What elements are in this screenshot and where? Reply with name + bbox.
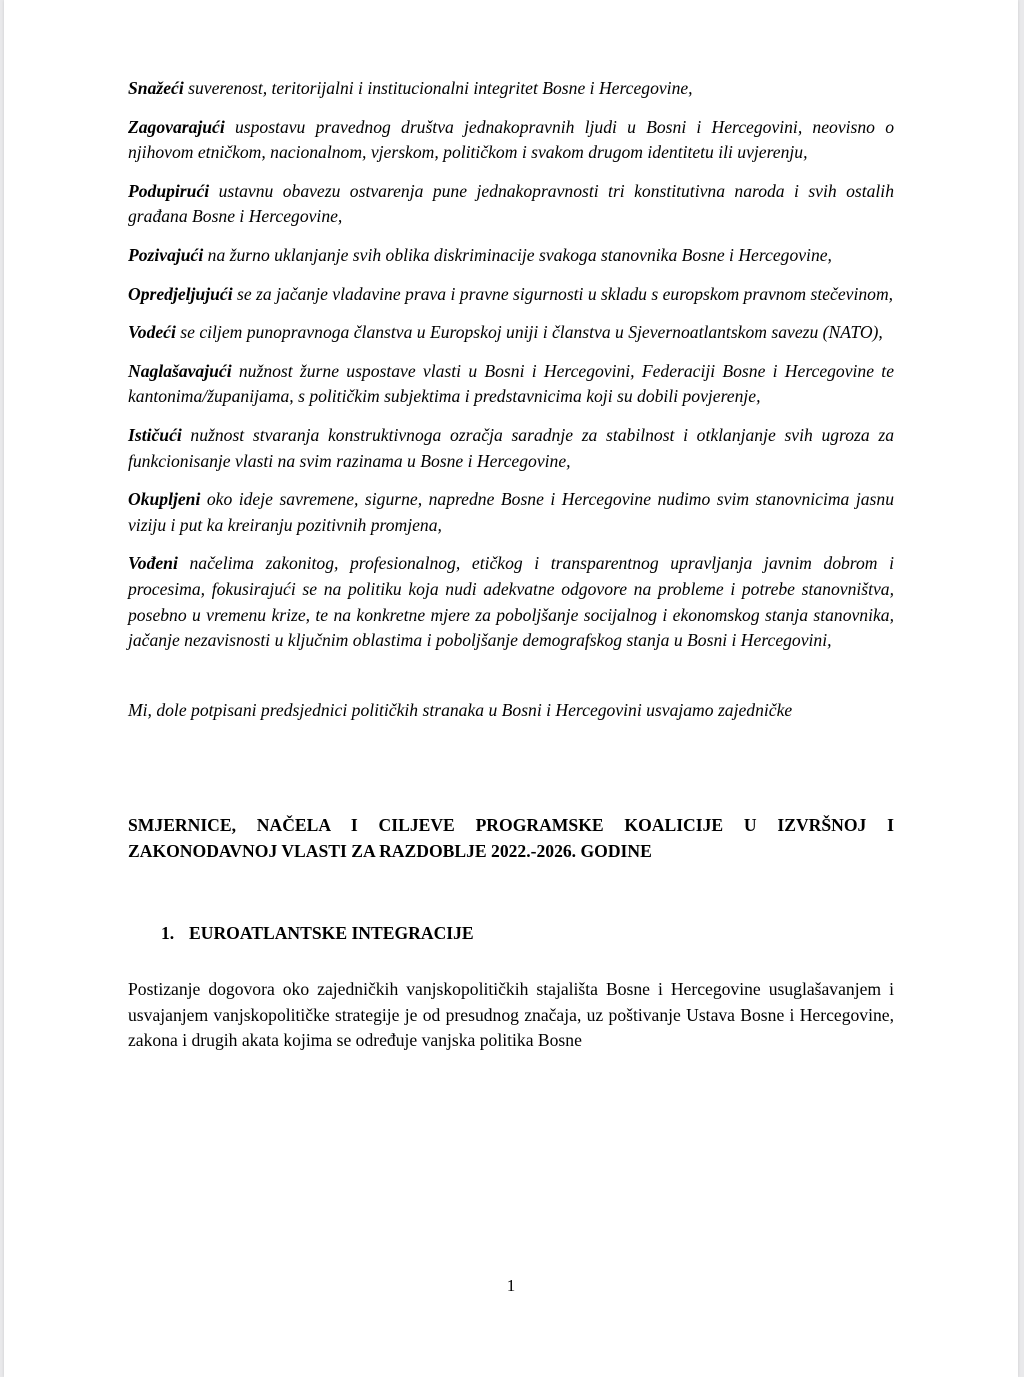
paragraph-lead: Zagovarajući bbox=[128, 116, 225, 137]
preamble-paragraph bbox=[128, 76, 894, 102]
preamble-paragraph bbox=[128, 423, 894, 474]
paragraph-text: nužnost stvaranja konstruktivnoga ozračja saradnje za stabilnost i otklanjanje svih ugroza za funkcionisanje vlasti na svim razinama u Bosne i Hercegovine, bbox=[128, 424, 894, 471]
paragraph-text: se ciljem punopravnoga članstva u Europskoj uniji i članstva u Sjevernoatlantskom savezu (NATO), bbox=[175, 322, 883, 343]
preamble-paragraph bbox=[128, 243, 894, 269]
paragraph-text: uspostavu pravednog društva jednakopravnih ljudi u Bosni i Hercegovini, neovisno o njihovom etničkom, nacionalnom, vjerskom, političkom i svakom drugom identitetu ili uvjerenju, bbox=[128, 116, 894, 163]
preamble-paragraph bbox=[128, 487, 894, 538]
declaration-text: Mi, dole potpisani predsjednici političkih stranaka u Bosni i Hercegovini usvajamo zajedničke bbox=[128, 699, 793, 720]
preamble-paragraph bbox=[128, 282, 894, 308]
paragraph-lead: Vođeni bbox=[128, 553, 178, 574]
paragraph-text: suverenost, teritorijalni i institucionalni integritet Bosne i Hercegovine, bbox=[183, 78, 693, 98]
paragraph-lead: Okupljeni bbox=[128, 489, 201, 510]
paragraph-text: načelima zakonitog, profesionalnog, etičkog i transparentnog upravljanja javnim dobrom i procesima, fokusirajući se na politiku koja nudi adekvatne odgovore na probleme i potrebe stanovništva, posebno u vremenu krize, te na konkretne mjere za poboljšanje socijalnog i ekonomskog stanja stanovnika, jačanje nezavisnosti u ključnim oblastima i poboljšanje demografskog stanja u Bosni i Hercegovini, bbox=[128, 553, 894, 651]
preamble-paragraph bbox=[128, 115, 894, 166]
section-title-text: EUROATLANTSKE INTEGRACIJE bbox=[189, 923, 474, 944]
preamble-paragraph bbox=[128, 179, 894, 230]
paragraph-lead: Ističući bbox=[128, 424, 182, 445]
section-title bbox=[161, 921, 894, 947]
section-number: 1. bbox=[161, 923, 175, 944]
paragraph-lead: Vodeći bbox=[128, 322, 176, 343]
preamble-paragraph bbox=[128, 551, 894, 653]
preamble-paragraph bbox=[128, 359, 894, 410]
document-page bbox=[4, 0, 1018, 1377]
paragraph-lead: Opredjeljujući bbox=[128, 283, 233, 304]
paragraph-text: oko ideje savremene, sigurne, napredne Bosne i Hercegovine nudimo svim stanovnicima jasnu viziju i put ka kreiranju pozitivnih promjena, bbox=[128, 489, 894, 535]
paragraph-text: ustavnu obavezu ostvarenja pune jednakopravnosti tri konstitutivna naroda i svih ostalih građana Bosne i Hercegovine, bbox=[128, 180, 894, 227]
paragraph-lead: Podupirući bbox=[128, 180, 210, 201]
paragraph-lead: Pozivajući bbox=[128, 244, 204, 265]
page-number: 1 bbox=[506, 1276, 516, 1295]
body-paragraph: Postizanje dogovora oko zajedničkih vanjskopolitičkih stajališta Bosne i Hercegovine usuglašavanjem i usvajanjem vanjskopolitičke strategije je od presudnog značaja, uz poštivanje Ustava Bosne i Hercegovine, zakona i drugih akata kojima se određuje vanjska politika Bosne bbox=[128, 979, 894, 1051]
page-content bbox=[128, 76, 894, 1054]
document-heading: SMJERNICE, NAČELA I CILJEVE PROGRAMSKE KOALICIJE U IZVRŠNOJ I ZAKONODAVNOJ VLASTI ZA RAZDOBLJE 2022.-2026. GODINE bbox=[128, 815, 894, 861]
paragraph-lead: Naglašavajući bbox=[128, 360, 232, 381]
paragraph-text: nužnost žurne uspostave vlasti u Bosni i Hercegovini, Federaciji Bosne i Hercegovine te kantonima/županijama, s političkim subjektima i predstavnicima koji su dobili povjerenje, bbox=[128, 360, 894, 407]
paragraph-text: se za jačanje vladavine prava i pravne sigurnosti u skladu s europskom pravnom stečevinom, bbox=[232, 283, 894, 304]
paragraph-lead: Snažeći bbox=[128, 78, 184, 98]
paragraph-text: na žurno uklanjanje svih oblika diskriminacije svakoga stanovnika Bosne i Hercegovine, bbox=[203, 244, 832, 265]
preamble-paragraph bbox=[128, 320, 894, 346]
